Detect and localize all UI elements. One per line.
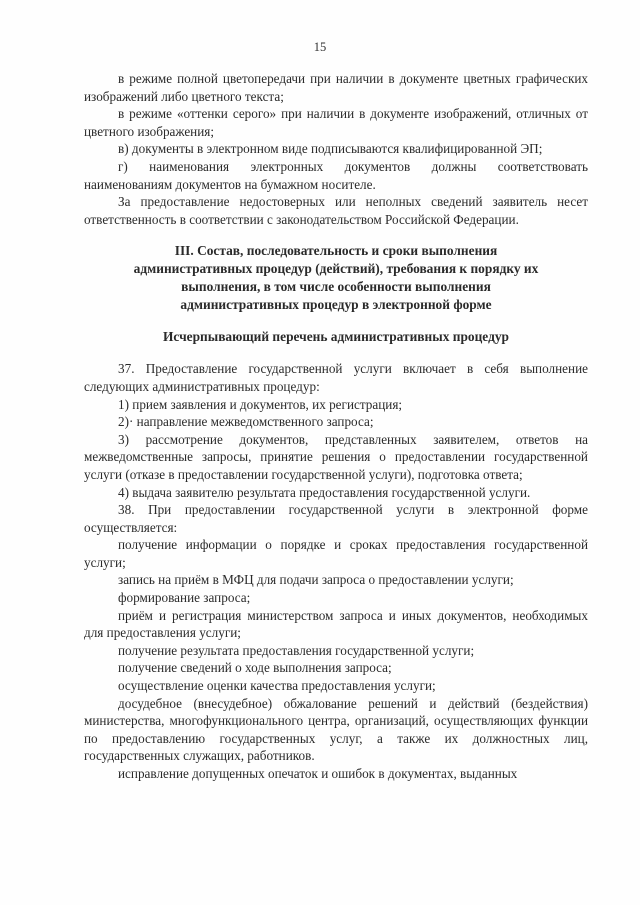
list-item: 1) прием заявления и документов, их регистрация; bbox=[118, 396, 403, 412]
paragraph: 38. При предоставлении государственной услуги в электронной форме осуществляется: bbox=[84, 502, 588, 535]
list-item: досудебное (внесудебное) обжалование решений и действий (бездействия) министерства, многофункционального центра, организаций, осуществляющих функции по предоставлению государственных услуг, а также их должностных лиц, государственных служащих, работников. bbox=[84, 695, 588, 764]
paragraph: За предоставление недостоверных или неполных сведений заявитель несет ответственность в соответствии с законодательством Российской Федерации. bbox=[84, 194, 588, 227]
list-item: 3) рассмотрение документов, представленных заявителем, ответов на межведомственные запросы, принятие решения о предоставлении государственной услуги (отказе в предоставлении государственной услуги), подготовка ответа; bbox=[84, 431, 588, 482]
paragraph: 37. Предоставление государственной услуги включает в себя выполнение следующих административных процедур: bbox=[84, 361, 588, 394]
section-heading bbox=[84, 242, 588, 314]
list-item: 4) выдача заявителю результата предоставления государственной услуги. bbox=[118, 484, 531, 500]
paragraph: в режиме полной цветопередачи при наличии в документе цветных графических изображений либо цветного текста; bbox=[84, 71, 588, 104]
subheading: Исчерпывающий перечень административных процедур bbox=[162, 329, 509, 345]
section-heading-line: административных процедур (действий), требования к порядку их bbox=[133, 261, 539, 277]
paragraph: в режиме «оттенки серого» при наличии в документе изображений, отличных от цветного изображения; bbox=[84, 106, 588, 139]
list-item: приём и регистрация министерством запроса и иных документов, необходимых для предоставления услуги; bbox=[84, 607, 588, 641]
list-item: осуществление оценки качества предоставления услуги; bbox=[118, 678, 436, 694]
page-content bbox=[84, 70, 588, 783]
list-item: 2)· направление межведомственного запроса; bbox=[118, 414, 374, 430]
list-item: формирование запроса; bbox=[118, 590, 251, 606]
section-heading-line: выполнения, в том числе особенности выполнения bbox=[181, 279, 491, 295]
list-item: получение результата предоставления государственной услуги; bbox=[118, 642, 475, 658]
list-item: получение информации о порядке и сроках предоставления государственной услуги; bbox=[84, 537, 588, 570]
list-item: исправление допущенных опечаток и ошибок в документах, выданных bbox=[118, 766, 518, 781]
paragraph: г) наименования электронных документов должны соответствовать наименованиям документов на бумажном носителе. bbox=[84, 158, 588, 192]
page-number: 15 bbox=[313, 40, 327, 54]
paragraph: в) документы в электронном виде подписываются квалифицированной ЭП; bbox=[118, 141, 543, 157]
section-heading-line: III. Состав, последовательность и сроки выполнения bbox=[174, 243, 498, 259]
section-heading-line: административных процедур в электронной форме bbox=[180, 297, 492, 313]
list-item: запись на приём в МФЦ для подачи запроса о предоставлении услуги; bbox=[118, 572, 514, 588]
list-item: получение сведений о ходе выполнения запроса; bbox=[118, 660, 392, 676]
